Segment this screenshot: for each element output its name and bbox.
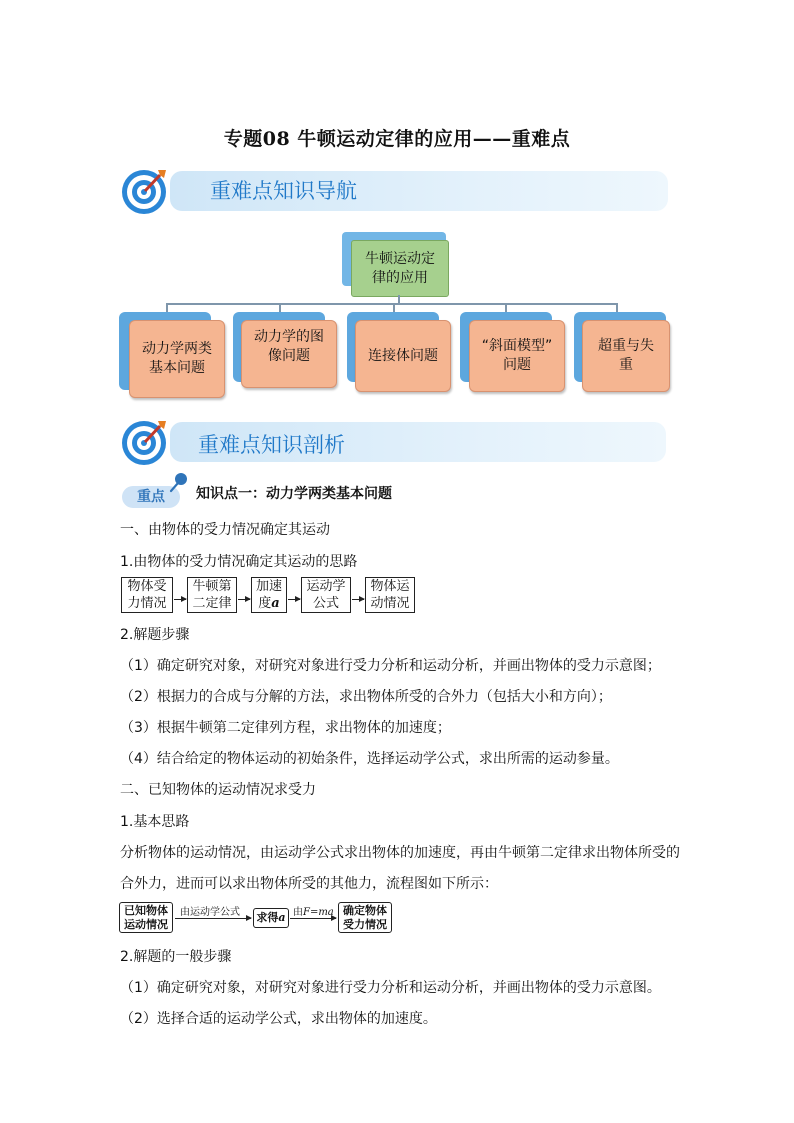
flow-line: 物体运 [370, 579, 410, 594]
node-line: 基本问题 [149, 360, 205, 376]
flow-line: 动情况 [370, 596, 410, 611]
root-line-1: 牛顿运动定 [365, 250, 435, 267]
key-point-badge: 重点 [122, 486, 180, 508]
flow-arrow [290, 918, 336, 919]
mindmap-node-dynamics-basic [129, 320, 225, 398]
step-text: （2）选择合适的运动学公式，求出物体的加速度。 [120, 1011, 437, 1027]
node-line: 动力学两类 [142, 341, 212, 357]
node-line: 连接体问题 [368, 347, 438, 364]
flow-arrow [288, 599, 300, 600]
flow-arrow [174, 599, 186, 600]
flow-line: 加速 [255, 579, 282, 594]
flow-box-known-motion [119, 902, 173, 933]
node-line: 动力学的图 [254, 329, 324, 345]
section-banner-analysis [170, 422, 666, 462]
step-text: （1）确定研究对象，对研究对象进行受力分析和运动分析，并画出物体的受力示意图； [120, 658, 661, 674]
flow-box-motion [365, 577, 415, 613]
flow-label-kinematics: 由运动学公式 [180, 907, 240, 918]
part1-heading: 一、由物体的受力情况确定其运动 [120, 522, 330, 538]
flow-line: 运动学 [306, 579, 346, 594]
part1-subheading-1: 1.由物体的受力情况确定其运动的思路 [120, 554, 358, 570]
step-text: （2）根据力的合成与分解的方法，求出物体所受的合外力（包括大小和方向）； [120, 689, 612, 705]
part2-subheading-1: 1.基本思路 [120, 814, 190, 830]
section-heading: 重难点知识剖析 [198, 433, 345, 457]
flow-line: 力情况 [127, 596, 167, 611]
flow-arrow [175, 918, 251, 919]
mindmap-node-connected-bodies [355, 320, 451, 392]
step-text: （3）根据牛顿第二定律列方程，求出物体的加速度； [120, 720, 451, 736]
flow-box-acceleration [251, 577, 287, 613]
flow-line: 公式 [312, 596, 339, 611]
flow-line: 物体受 [127, 579, 167, 594]
flow-line: 确定物体 [343, 903, 387, 917]
mindmap-node-dynamics-graph [241, 320, 337, 388]
node-line: 像问题 [268, 348, 310, 364]
flow-line: 受力情况 [343, 917, 387, 931]
flow-box-force [121, 577, 173, 613]
flow-line: 度 [258, 596, 272, 611]
target-icon [120, 417, 170, 467]
step-text: （4）结合给定的物体运动的初始条件，选择运动学公式，求出所需的运动参量。 [120, 751, 619, 767]
formula-f-ma: F=ma [303, 907, 334, 918]
part2-subheading-2: 2.解题的一般步骤 [120, 949, 232, 965]
flow-box-newton-second-law [187, 577, 237, 613]
flow-line: 求得 [256, 911, 279, 924]
node-line: “斜面模型” [481, 338, 553, 354]
flow-arrow [352, 599, 364, 600]
target-icon [120, 166, 170, 216]
flow-line: 运动情况 [124, 917, 168, 931]
mindmap-root-node [351, 240, 449, 297]
connector-horizontal [166, 303, 616, 305]
flow-line: 二定律 [192, 596, 232, 611]
acceleration-symbol: a [271, 596, 280, 611]
node-line: 重 [619, 357, 633, 373]
paragraph-line: 分析物体的运动情况，由运动学公式求出物体的加速度，再由牛顿第二定律求出物体所受的 [120, 845, 680, 861]
step-text: （1）确定研究对象，对研究对象进行受力分析和运动分析，并画出物体的受力示意图。 [120, 980, 661, 996]
flow-arrow [238, 599, 250, 600]
mindmap-node-incline-model [469, 320, 565, 392]
node-line: 超重与失 [598, 338, 654, 354]
flow-box-kinematics [301, 577, 351, 613]
flow-box-find-a [253, 908, 289, 928]
part1-subheading-2: 2.解题步骤 [120, 627, 190, 643]
node-line: 问题 [502, 357, 531, 373]
knowledge-point-title: 知识点一：动力学两类基本问题 [196, 486, 392, 502]
flow-line: 已知物体 [124, 903, 168, 917]
section-banner-navigation [170, 171, 668, 211]
label-prefix: 由 [293, 907, 303, 918]
mindmap-node-overweight [582, 320, 670, 392]
page-title: 专题08 牛顿运动定律的应用——重难点 [223, 128, 571, 150]
pushpin-icon [168, 472, 190, 494]
flow-label-newton [293, 903, 334, 918]
root-line-2: 律的应用 [372, 269, 428, 286]
flow-line: 牛顿第 [192, 579, 232, 594]
flow-box-determine-force [338, 902, 392, 933]
section-heading: 重难点知识导航 [210, 179, 357, 203]
acceleration-symbol: a [278, 911, 286, 924]
part2-heading: 二、已知物体的运动情况求受力 [120, 782, 316, 798]
paragraph-line: 合外力，进而可以求出物体所受的其他力，流程图如下所示： [120, 876, 498, 892]
